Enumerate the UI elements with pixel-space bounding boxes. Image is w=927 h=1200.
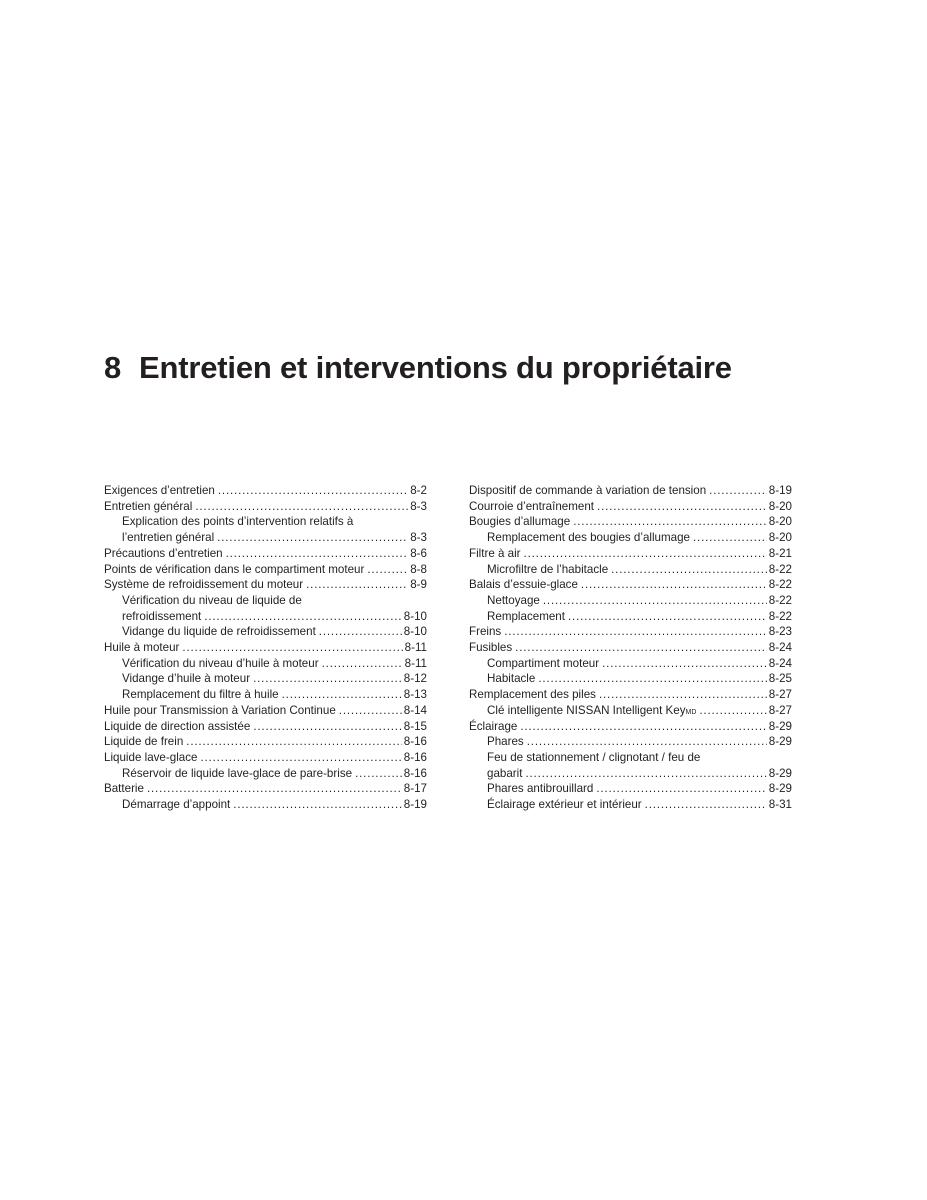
toc-page-number: 8-16 <box>403 766 427 780</box>
toc-page-number: 8-27 <box>768 688 792 702</box>
toc-entry-title: Filtre à air <box>469 546 521 560</box>
toc-dot-leader <box>524 546 767 562</box>
toc-entry[interactable] <box>469 593 792 609</box>
toc-page-number: 8-22 <box>768 562 792 576</box>
toc-dot-leader <box>200 750 401 766</box>
toc-entry-title: Vidange du liquide de refroidissement <box>122 625 316 639</box>
toc-right-column <box>469 483 792 813</box>
toc-dot-leader <box>253 719 401 735</box>
toc-entry[interactable] <box>104 703 427 719</box>
toc-page-number: 8-13 <box>403 688 427 702</box>
toc-dot-leader <box>520 719 766 735</box>
toc-dot-leader <box>645 797 767 813</box>
toc-entry[interactable] <box>469 640 792 656</box>
toc-dot-leader <box>282 687 402 703</box>
toc-entry[interactable] <box>104 530 427 546</box>
toc-entry-title: Dispositif de commande à variation de tension <box>469 484 707 497</box>
toc-entry-title: Phares <box>487 735 524 749</box>
toc-dot-leader <box>217 530 408 546</box>
toc-entry[interactable] <box>104 671 427 687</box>
toc-entry[interactable] <box>104 499 427 515</box>
toc-page-number: 8-29 <box>768 766 792 780</box>
toc-entry[interactable] <box>104 609 427 625</box>
toc-page-number: 8-22 <box>768 593 792 607</box>
toc-page-number: 8-2 <box>410 484 427 497</box>
toc-dot-leader <box>182 640 402 656</box>
toc-entry[interactable] <box>104 562 427 578</box>
toc-entry[interactable] <box>104 640 427 656</box>
toc-entry[interactable] <box>469 624 792 640</box>
toc-entry-title: Huile pour Transmission à Variation Continue <box>104 703 336 717</box>
toc-page-number: 8-20 <box>768 531 792 545</box>
toc-entry[interactable] <box>469 530 792 546</box>
toc-entry[interactable] <box>469 499 792 515</box>
toc-page-number: 8-10 <box>403 625 427 639</box>
toc-dot-leader <box>253 671 402 687</box>
toc-page-number: 8-8 <box>410 562 427 576</box>
toc-entry-title: Remplacement <box>487 609 565 623</box>
toc-entry-title: Fusibles <box>469 641 513 655</box>
toc-entry-title: gabarit <box>487 766 523 780</box>
toc-page-number: 8-19 <box>768 484 792 497</box>
toc-page-number: 8-19 <box>403 798 427 812</box>
toc-page-number: 8-14 <box>403 703 427 717</box>
toc-dot-leader <box>233 797 402 813</box>
toc-page-number: 8-16 <box>403 735 427 749</box>
toc-dot-leader <box>568 609 767 625</box>
toc-entry-title: l’entretien général <box>122 531 215 545</box>
toc-dot-leader <box>147 781 402 797</box>
toc-dot-leader <box>543 593 767 609</box>
toc-entry[interactable] <box>469 514 792 530</box>
toc-entry-title: Éclairage <box>469 719 518 733</box>
toc-dot-leader <box>226 546 409 562</box>
toc-dot-leader <box>699 703 766 719</box>
toc-page-number: 8-10 <box>403 609 427 623</box>
toc-dot-leader <box>322 656 403 672</box>
toc-dot-leader <box>515 640 767 656</box>
toc-page-number: 8-20 <box>768 499 792 513</box>
toc-entry-title: Entretien général <box>104 499 193 513</box>
toc-page-number: 8-24 <box>768 656 792 670</box>
toc-dot-leader <box>525 766 766 782</box>
toc-entry[interactable] <box>104 766 427 782</box>
toc-dot-leader <box>611 562 767 578</box>
toc-entry-title: Nettoyage <box>487 593 540 607</box>
toc-entry[interactable] <box>469 719 792 735</box>
toc-entry[interactable] <box>469 671 792 687</box>
toc-page-number: 8-12 <box>403 672 427 686</box>
toc-entry-title: Liquide lave-glace <box>104 750 198 764</box>
toc-dot-leader <box>218 483 408 499</box>
toc-page-number: 8-11 <box>404 656 427 670</box>
toc-entry-title: Batterie <box>104 782 144 796</box>
toc-entry-title: Démarrage d’appoint <box>122 798 231 812</box>
toc-entry[interactable] <box>469 766 792 782</box>
chapter-title-text: Entretien et interventions du propriétaire <box>139 350 732 385</box>
toc-dot-leader <box>596 781 766 797</box>
toc-entry-title: Vidange d’huile à moteur <box>122 672 251 686</box>
toc-page-number: 8-6 <box>410 546 427 560</box>
toc-entry[interactable] <box>104 781 427 797</box>
toc-entry-title: Remplacement des bougies d’allumage <box>487 531 691 545</box>
toc-entry-title: Liquide de frein <box>104 735 184 749</box>
toc-entry-title: Bougies d’allumage <box>469 515 571 529</box>
toc-page-number: 8-29 <box>768 735 792 749</box>
toc-page-number: 8-20 <box>768 515 792 529</box>
toc-page-number: 8-3 <box>410 531 427 545</box>
toc-entry-title: Clé intelligente NISSAN Intelligent Key <box>487 703 686 717</box>
toc-page-number: 8-11 <box>404 641 427 655</box>
toc-entry-title: Système de refroidissement du moteur <box>104 578 304 592</box>
toc-dot-leader <box>195 499 408 515</box>
toc-dot-leader <box>339 703 402 719</box>
toc-entry-title: Éclairage extérieur et intérieur <box>487 798 642 812</box>
toc-entry[interactable] <box>104 656 427 672</box>
toc-entry-title: Exigences d’entretien <box>104 484 215 497</box>
chapter-title <box>104 350 732 386</box>
toc-entry-title: Phares antibrouillard <box>487 782 594 796</box>
toc-entry[interactable] <box>104 687 427 703</box>
toc-entry[interactable]: Clé intelligente NISSAN Intelligent Key MD . . . 8-27 <box>469 703 792 719</box>
toc-dot-leader <box>573 514 767 530</box>
toc-dot-leader <box>693 530 767 546</box>
toc-dot-leader <box>355 766 402 782</box>
toc-entry-title: Points de vérification dans le compartiment moteur <box>104 562 365 576</box>
toc-dot-leader <box>186 734 401 750</box>
toc-entry[interactable] <box>104 734 427 750</box>
toc-entry[interactable] <box>104 593 427 609</box>
toc-entry-title: Feu de stationnement / clignotant / feu de <box>487 750 701 764</box>
toc-dot-leader <box>709 483 767 499</box>
toc-dot-leader <box>581 577 767 593</box>
toc-dot-leader <box>504 624 767 640</box>
toc-entry[interactable] <box>104 546 427 562</box>
toc-page-number: 8-21 <box>768 546 792 560</box>
toc-left-column <box>104 483 427 813</box>
toc-entry-title: Habitacle <box>487 672 536 686</box>
toc-entry-title: Vérification du niveau de liquide de <box>122 593 302 607</box>
toc-entry-title: Courroie d’entraînement <box>469 499 595 513</box>
toc-dot-leader <box>319 624 402 640</box>
toc-page-number: 8-31 <box>768 798 792 812</box>
toc-entry[interactable] <box>469 750 792 766</box>
toc-page-number: 8-22 <box>768 578 792 592</box>
toc-page-number: 8-29 <box>768 782 792 796</box>
toc-page-number: 8-27 <box>768 703 792 717</box>
toc-page-number: 8-15 <box>403 719 427 733</box>
toc-page-number: 8-22 <box>768 609 792 623</box>
toc-dot-leader <box>602 656 767 672</box>
toc-dot-leader <box>527 734 767 750</box>
toc-page-number: 8-24 <box>768 641 792 655</box>
toc-entry[interactable] <box>469 546 792 562</box>
toc-entry-title: Vérification du niveau d’huile à moteur <box>122 656 319 670</box>
chapter-number: 8 <box>104 350 122 385</box>
toc-entry-title: Microfiltre de l’habitacle <box>487 562 609 576</box>
toc-dot-leader <box>538 671 766 687</box>
toc-entry-title: Remplacement du filtre à huile <box>122 688 279 702</box>
toc-page-number: 8-9 <box>410 578 427 592</box>
toc-entry[interactable] <box>104 624 427 640</box>
toc-entry-title: Balais d’essuie-glace <box>469 578 578 592</box>
toc-entry[interactable] <box>469 577 792 593</box>
toc-page-number: 8-3 <box>410 499 427 513</box>
toc-entry-title: Explication des points d’intervention relatifs à <box>122 515 354 529</box>
toc-entry[interactable] <box>104 514 427 530</box>
toc-entry[interactable] <box>469 483 792 499</box>
toc-page-number: 8-16 <box>403 750 427 764</box>
toc-entry-title: refroidissement <box>122 609 202 623</box>
toc-entry-title: Freins <box>469 625 502 639</box>
toc-entry[interactable] <box>469 562 792 578</box>
toc-entry-title: Réservoir de liquide lave-glace de pare-brise <box>122 766 353 780</box>
toc-page-number: 8-23 <box>768 625 792 639</box>
toc-entry-title: Liquide de direction assistée <box>104 719 251 733</box>
toc-entry-title: Compartiment moteur <box>487 656 600 670</box>
toc-dot-leader <box>597 499 767 515</box>
toc-entry[interactable] <box>104 483 427 499</box>
toc-entry[interactable] <box>469 656 792 672</box>
toc-dot-leader <box>306 577 408 593</box>
toc-dot-leader <box>367 562 408 578</box>
toc-page-number: 8-25 <box>768 672 792 686</box>
toc-entry[interactable] <box>469 734 792 750</box>
toc-entry[interactable] <box>469 687 792 703</box>
toc-entry[interactable] <box>104 750 427 766</box>
toc-entry-title: Huile à moteur <box>104 641 180 655</box>
toc-entry[interactable] <box>104 797 427 813</box>
toc-entry[interactable] <box>104 577 427 593</box>
toc-entry[interactable] <box>104 719 427 735</box>
toc-dot-leader <box>204 609 402 625</box>
toc-entry-title: Remplacement des piles <box>469 688 596 702</box>
toc-entry[interactable] <box>469 797 792 813</box>
toc-page-number: 8-17 <box>403 782 427 796</box>
toc-entry[interactable] <box>469 781 792 797</box>
toc-entry[interactable] <box>469 609 792 625</box>
toc-page-number: 8-29 <box>768 719 792 733</box>
toc-dot-leader <box>599 687 767 703</box>
toc-entry-title: Précautions d’entretien <box>104 546 223 560</box>
